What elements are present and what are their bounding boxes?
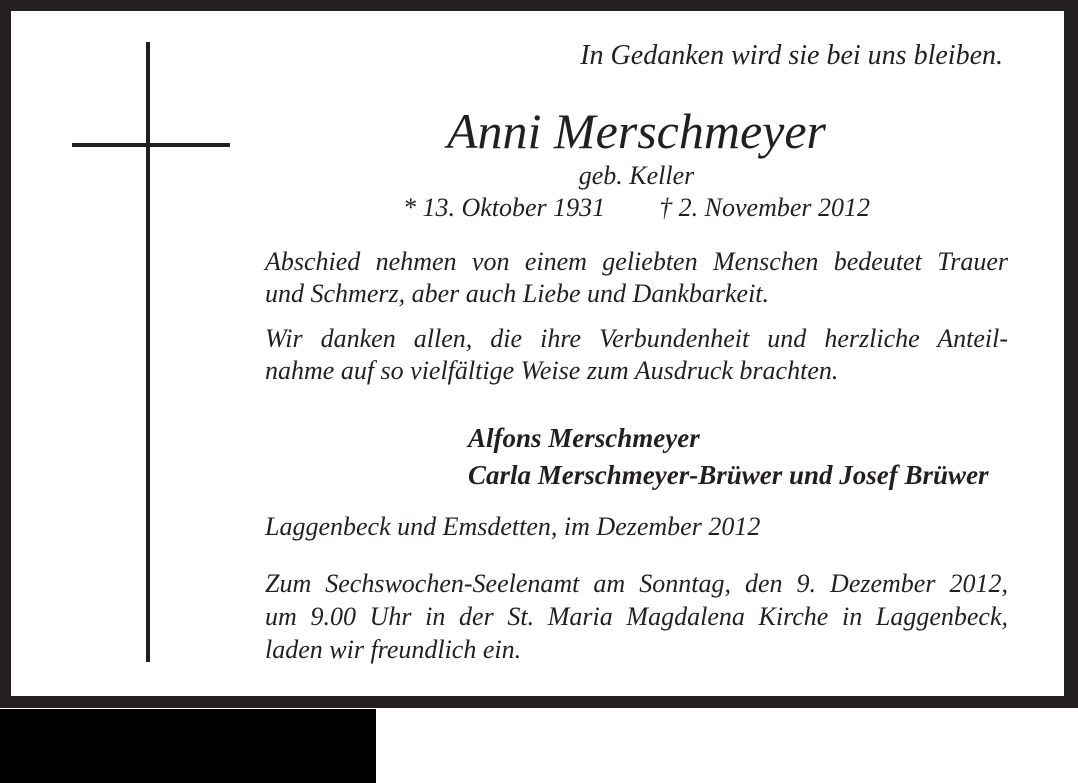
thanks-paragraph: [265, 323, 1008, 387]
text-line: um 9.00 Uhr in der St. Maria Magdalena Kirche in Laggenbeck,: [265, 602, 1008, 631]
farewell-paragraph: [265, 246, 1008, 310]
epigraph: In Gedanken wird sie bei uns bleiben.: [580, 40, 1003, 71]
birth-date: * 13. Oktober 1931: [402, 192, 606, 222]
cross-horizontal-bar: [72, 143, 230, 147]
cross-vertical-bar: [146, 42, 150, 662]
service-announcement: [265, 567, 1008, 666]
text-line: Zum Sechswochen-Seelenamt am Sonntag, den 9. Dezember 2012,: [265, 569, 1008, 598]
text-line: Abschied nehmen von einem geliebten Menschen bedeutet Trauer: [265, 247, 1008, 276]
place-date-line: Laggenbeck und Emsdetten, im Dezember 2012: [265, 512, 761, 541]
deceased-name: Anni Merschmeyer: [446, 103, 827, 159]
text-line: laden wir freundlich ein.: [265, 635, 522, 664]
mourner-name: Carla Merschmeyer-Brüwer und Josef Brüwer: [468, 460, 989, 490]
mourner-name: Alfons Merschmeyer: [468, 423, 700, 453]
text-line: nahme auf so vielfältige Weise zum Ausdruck brachten.: [265, 356, 839, 385]
mourners-list: [468, 420, 989, 494]
text-line: und Schmerz, aber auch Liebe und Dankbarkeit.: [265, 279, 770, 308]
text-line: Wir danken allen, die ihre Verbundenheit und herzliche Anteil-: [265, 324, 1008, 353]
redacted-block: [0, 709, 376, 783]
death-date: † 2. November 2012: [659, 192, 871, 222]
maiden-name: geb. Keller: [578, 161, 695, 190]
life-dates: [265, 193, 1008, 223]
deceased-title-block: [265, 104, 1008, 223]
